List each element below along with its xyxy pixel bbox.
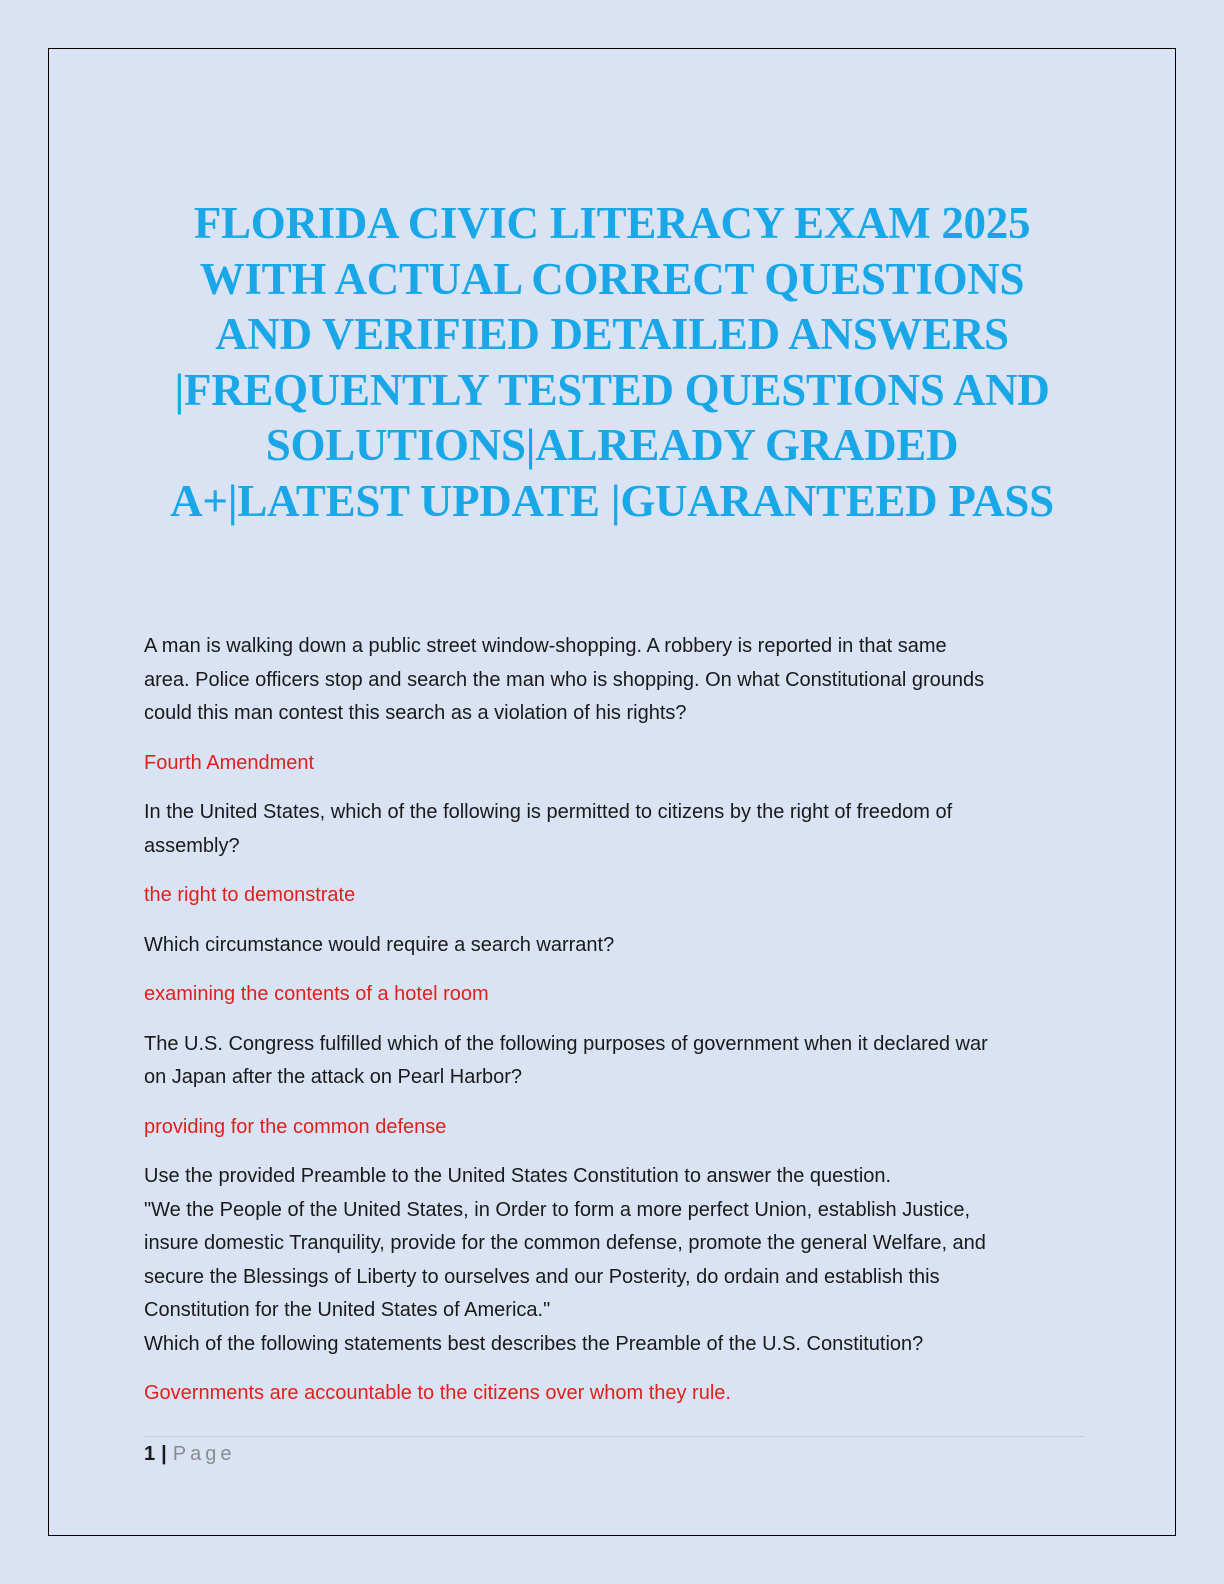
question-line: assembly? <box>144 834 240 857</box>
question-line: Use the provided Preamble to the United States Constitution to answer the question. <box>144 1165 892 1187</box>
page-label: Page <box>172 1443 236 1465</box>
answer-3: examining the contents of a hotel room <box>144 983 489 1005</box>
document-title <box>110 196 1114 529</box>
question-line: A man is walking down a public street window-shopping. A robbery is reported in that same <box>144 635 947 657</box>
question-line: could this man contest this search as a violation of his rights? <box>144 702 687 724</box>
question-line: on Japan after the attack on Pearl Harbor? <box>144 1066 523 1088</box>
title-line: SOLUTIONS|ALREADY GRADED <box>265 420 959 470</box>
question-line: insure domestic Tranquility, provide for the common defense, promote the general Welfare, and <box>144 1232 986 1254</box>
question-line: Which of the following statements best describes the Preamble of the U.S. Constitution? <box>144 1332 924 1355</box>
answer-4: providing for the common defense <box>144 1115 447 1138</box>
answer-1: Fourth Amendment <box>144 751 315 774</box>
title-line: AND VERIFIED DETAILED ANSWERS <box>215 309 1009 359</box>
question-line: area. Police officers stop and search the man who is shopping. On what Constitutional grounds <box>144 668 985 691</box>
answer-2: the right to demonstrate <box>144 884 356 906</box>
footer-separator: | <box>161 1443 167 1465</box>
answer-5: Governments are accountable to the citizens over whom they rule. <box>144 1382 731 1404</box>
qa-list <box>144 630 1084 1427</box>
question-line: Constitution for the United States of America." <box>144 1299 551 1321</box>
question-line: secure the Blessings of Liberty to ourselves and our Posterity, do ordain and establish this <box>144 1265 940 1288</box>
question-1 <box>144 630 1084 731</box>
question-2 <box>144 796 1084 863</box>
question-4 <box>144 1028 1084 1095</box>
title-line: |FREQUENTLY TESTED QUESTIONS AND <box>174 364 1050 415</box>
question-line: Which circumstance would require a search warrant? <box>144 933 615 956</box>
title-line: A+|LATEST UPDATE |GUARANTEED PASS <box>170 475 1054 526</box>
title-line: WITH ACTUAL CORRECT QUESTIONS <box>199 253 1025 304</box>
question-3 <box>144 929 1084 963</box>
question-line: The U.S. Congress fulfilled which of the following purposes of government when it declared war <box>144 1032 988 1055</box>
page-footer <box>144 1441 235 1467</box>
question-line: "We the People of the United States, in Order to form a more perfect Union, establish Justice, <box>144 1198 971 1221</box>
title-line: FLORIDA CIVIC LITERACY EXAM 2025 <box>193 198 1031 248</box>
question-line: In the United States, which of the following is permitted to citizens by the right of freedom of <box>144 801 953 823</box>
page-number: 1 <box>144 1443 156 1465</box>
question-5 <box>144 1160 1084 1361</box>
footer-divider <box>144 1436 1084 1437</box>
